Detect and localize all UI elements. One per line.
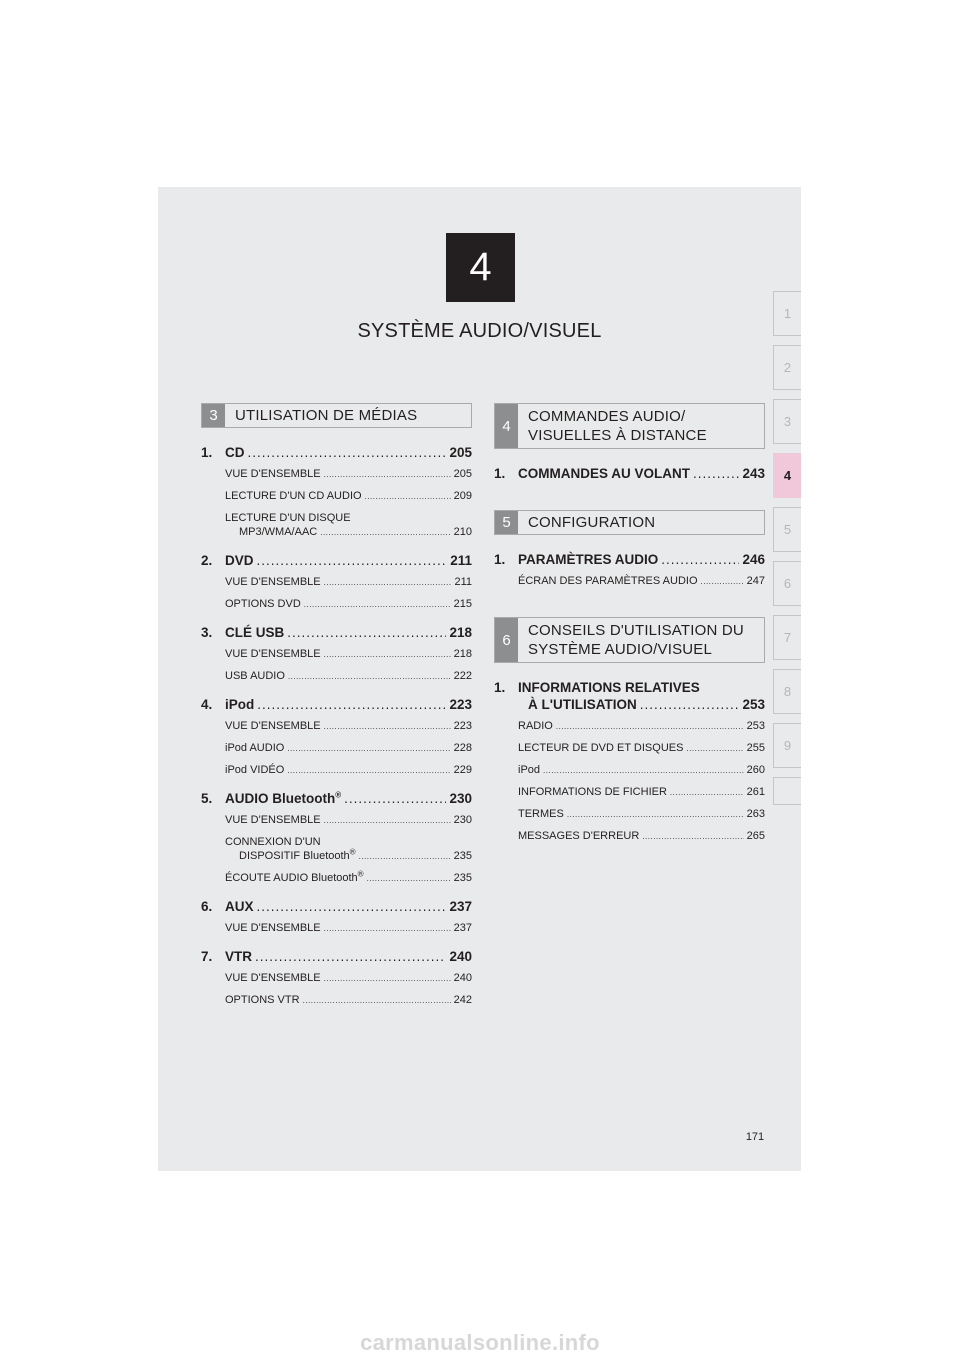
chapter-page: 230 [449, 791, 472, 806]
item-label: iPod [518, 764, 541, 776]
chapter-label [225, 948, 252, 965]
chapter-page: 253 [742, 697, 765, 712]
page-number: 171 [745, 1131, 765, 1143]
item-page: 209 [453, 490, 472, 502]
toc-item[interactable] [225, 871, 472, 886]
section-title-line: CONSEILS D'UTILISATION DU [528, 622, 744, 639]
toc-chapter-row[interactable] [201, 898, 472, 915]
leader-dots [344, 790, 446, 807]
toc-chapter-row[interactable] [201, 790, 472, 807]
item-label-line1: CONNEXION D'UN [225, 836, 321, 848]
tab-8[interactable]: 8 [773, 669, 801, 714]
registered-mark: ® [349, 847, 356, 857]
item-page: 247 [746, 575, 765, 587]
item-label-text: LECTURE D'UN CD AUDIO [225, 490, 362, 502]
chapter-page: 211 [450, 553, 472, 568]
item-page: 229 [453, 764, 472, 776]
left-column [201, 403, 472, 1020]
item-label [239, 849, 356, 863]
leader-dots [303, 994, 451, 1008]
toc-chapter-row[interactable] [201, 696, 472, 713]
tab-2[interactable]: 2 [773, 345, 801, 390]
toc-item[interactable] [225, 647, 472, 662]
chapter-label [225, 790, 341, 807]
toc-item[interactable] [518, 807, 765, 822]
item-label [225, 575, 321, 589]
item-page: 230 [453, 814, 472, 826]
chapter-num: 1. [494, 680, 506, 695]
item-label-text: MP3/WMA/AAC [239, 526, 318, 538]
tab-1[interactable]: 1 [773, 291, 801, 336]
toc-chapter[interactable] [201, 624, 472, 684]
item-page: 261 [746, 786, 765, 798]
toc-item[interactable] [518, 574, 765, 589]
chapter-title: SYSTÈME AUDIO/VISUEL [357, 320, 602, 342]
chapter-label [225, 552, 254, 569]
section-number: 6 [495, 618, 518, 662]
tab-blank [773, 777, 801, 805]
toc-item[interactable] [225, 971, 472, 986]
item-label-text: VUE D'ENSEMBLE [225, 648, 321, 660]
toc-chapter[interactable] [201, 898, 472, 936]
item-label [225, 971, 321, 985]
toc-chapter[interactable] [201, 790, 472, 886]
chapter-label [225, 624, 284, 641]
section-title: CONFIGURATION [528, 514, 656, 531]
leader-dots [640, 696, 740, 713]
chapter-page: 223 [449, 697, 472, 712]
item-page: 255 [746, 742, 765, 754]
toc-item[interactable] [225, 763, 472, 778]
item-page: 263 [746, 808, 765, 820]
item-label-text: OPTIONS DVD [225, 598, 301, 610]
chapter-label [225, 898, 254, 915]
section-title [518, 618, 750, 662]
toc-chapter[interactable] [494, 551, 765, 589]
section-title-line: COMMANDES AUDIO/ [528, 408, 686, 425]
toc-chapter[interactable] [201, 948, 472, 1008]
toc-chapter-row[interactable] [494, 679, 765, 713]
leader-dots [255, 948, 446, 965]
leader-dots [287, 764, 450, 778]
tab-7[interactable]: 7 [773, 615, 801, 660]
chapter-label: PARAMÈTRES AUDIO [518, 552, 659, 567]
item-label [225, 597, 301, 611]
chapter-label-text: AUX [225, 899, 254, 914]
chapter-page: 246 [742, 552, 765, 567]
chapter-page: 205 [449, 445, 472, 460]
tab-3[interactable]: 3 [773, 399, 801, 444]
leader-dots [324, 576, 452, 590]
chapter-label-text: VTR [225, 949, 252, 964]
item-label-text: USB AUDIO [225, 670, 285, 682]
chapter-page: 243 [742, 466, 765, 481]
chapter-num: 1. [494, 552, 506, 567]
chapter-page: 237 [449, 899, 472, 914]
leader-dots [257, 552, 448, 569]
chapter-num: 2. [201, 553, 213, 568]
chapter-label-text: CD [225, 445, 245, 460]
item-page: 242 [453, 994, 472, 1006]
item-page: 237 [453, 922, 472, 934]
chapter-number: 4 [469, 245, 492, 289]
item-label-text: VUE D'ENSEMBLE [225, 922, 321, 934]
item-label [225, 871, 364, 885]
item-label: MESSAGES D'ERREUR [518, 830, 640, 842]
toc-item[interactable] [225, 741, 472, 756]
toc-item[interactable] [225, 813, 472, 828]
section-title: UTILISATION DE MÉDIAS [235, 407, 418, 424]
toc-items [494, 719, 765, 844]
registered-mark: ® [335, 790, 342, 800]
leader-dots [359, 850, 451, 864]
toc-chapter-row[interactable] [201, 444, 472, 461]
toc-chapter-row[interactable] [494, 551, 765, 568]
chapter-label [225, 696, 254, 713]
toc-item[interactable] [225, 993, 472, 1008]
leader-dots [257, 696, 446, 713]
registered-mark: ® [357, 869, 364, 879]
toc-chapter[interactable] [201, 444, 472, 540]
item-page: 205 [453, 468, 472, 480]
leader-dots [567, 808, 744, 822]
section-title [518, 404, 713, 448]
item-label [225, 719, 321, 733]
leader-dots [324, 648, 451, 662]
toc-chapter-row[interactable] [494, 465, 765, 482]
chapter-number-box [446, 233, 515, 302]
chapter-label [225, 444, 245, 461]
chapter-label-text: AUDIO Bluetooth [225, 791, 336, 806]
leader-dots [257, 898, 447, 915]
chapter-label: COMMANDES AU VOLANT [518, 466, 690, 481]
item-label-text: OPTIONS VTR [225, 994, 300, 1006]
item-label-line2 [225, 849, 472, 864]
section-header-6 [494, 617, 765, 663]
toc-item[interactable] [225, 719, 472, 734]
leader-dots [320, 526, 450, 540]
section-number: 3 [202, 404, 225, 427]
leader-dots [324, 972, 451, 986]
item-label [225, 993, 300, 1007]
item-page: 240 [453, 972, 472, 984]
leader-dots [324, 814, 451, 828]
chapter-num: 6. [201, 899, 213, 914]
tab-9[interactable]: 9 [773, 723, 801, 768]
item-label-text: VUE D'ENSEMBLE [225, 576, 321, 588]
item-page: 223 [453, 720, 472, 732]
item-label-text: VUE D'ENSEMBLE [225, 468, 321, 480]
item-label [225, 489, 362, 503]
toc-item[interactable] [225, 511, 472, 540]
item-page: 218 [453, 648, 472, 660]
toc-item[interactable] [518, 829, 765, 844]
tab-6[interactable]: 6 [773, 561, 801, 606]
leader-dots [287, 742, 450, 756]
toc-item[interactable] [225, 575, 472, 590]
item-label-text: ÉCOUTE AUDIO Bluetooth [225, 872, 358, 884]
chapter-label-text: DVD [225, 553, 254, 568]
right-column [494, 403, 765, 852]
item-label [225, 467, 321, 481]
section-title-line: SYSTÈME AUDIO/VISUEL [528, 641, 713, 658]
leader-dots [701, 575, 744, 589]
chapter-label: À L'UTILISATION [528, 697, 637, 712]
chapter-page: 218 [449, 625, 472, 640]
toc-chapter-row[interactable] [201, 624, 472, 641]
watermark: carmanualsonline.info [360, 1330, 600, 1355]
toc-item[interactable] [225, 835, 472, 864]
item-label-text: VUE D'ENSEMBLE [225, 720, 321, 732]
toc-chapter[interactable] [494, 465, 765, 482]
item-page: 235 [453, 872, 472, 884]
chapter-num: 3. [201, 625, 213, 640]
item-label [225, 647, 321, 661]
chapter-label-text: CLÉ USB [225, 625, 285, 640]
item-label: ÉCRAN DES PARAMÈTRES AUDIO [518, 575, 698, 587]
item-label: INFORMATIONS DE FICHIER [518, 786, 667, 798]
toc-chapter[interactable] [494, 679, 765, 844]
toc-item[interactable] [225, 921, 472, 936]
leader-dots [324, 922, 451, 936]
item-label [239, 525, 317, 539]
leader-dots [693, 465, 739, 482]
item-label [225, 741, 284, 755]
leader-dots [304, 598, 451, 612]
leader-dots [670, 786, 744, 800]
item-page: 235 [453, 850, 472, 862]
chapter-label-line1: INFORMATIONS RELATIVES [518, 680, 700, 695]
item-label: TERMES [518, 808, 564, 820]
item-label-text: iPod VIDÉO [225, 764, 285, 776]
leader-dots [367, 872, 451, 886]
item-page: 210 [453, 526, 472, 538]
leader-dots [556, 720, 744, 734]
leader-dots [287, 624, 446, 641]
item-label-text: VUE D'ENSEMBLE [225, 814, 321, 826]
item-label [225, 921, 321, 935]
item-label-line1: LECTURE D'UN DISQUE [225, 512, 351, 524]
leader-dots [661, 551, 739, 568]
toc-chapters [201, 444, 472, 1008]
leader-dots [365, 490, 451, 504]
item-label: LECTEUR DE DVD ET DISQUES [518, 742, 684, 754]
section-number: 4 [495, 404, 518, 448]
leader-dots [686, 742, 743, 756]
chapter-tabs [773, 291, 801, 814]
toc-item[interactable] [518, 785, 765, 800]
toc-item[interactable] [225, 669, 472, 684]
leader-dots [288, 670, 451, 684]
item-label-text: DISPOSITIF Bluetooth [239, 850, 350, 862]
section-number: 5 [495, 511, 518, 534]
item-label [225, 763, 284, 777]
item-label [225, 669, 285, 683]
section-title-line: VISUELLES À DISTANCE [528, 427, 707, 444]
section-header-5 [494, 510, 765, 535]
chapter-page: 240 [449, 949, 472, 964]
toc-chapter-row[interactable] [201, 948, 472, 965]
leader-dots [543, 764, 744, 778]
tab-4[interactable]: 4 [773, 453, 801, 498]
item-page: 253 [746, 720, 765, 732]
chapter-num: 4. [201, 697, 213, 712]
item-page: 228 [453, 742, 472, 754]
chapter-num: 7. [201, 949, 213, 964]
toc-item[interactable] [518, 763, 765, 778]
toc-chapter[interactable] [201, 552, 472, 612]
chapter-num: 1. [494, 466, 506, 481]
item-label-text: VUE D'ENSEMBLE [225, 972, 321, 984]
chapter-label-text: iPod [225, 697, 255, 712]
leader-dots [324, 720, 451, 734]
item-page: 222 [453, 670, 472, 682]
item-page: 260 [746, 764, 765, 776]
chapter-num: 5. [201, 791, 213, 806]
item-page: 211 [454, 576, 472, 588]
toc-item[interactable] [518, 719, 765, 734]
item-label: RADIO [518, 720, 553, 732]
toc-item[interactable] [518, 741, 765, 756]
tab-5[interactable]: 5 [773, 507, 801, 552]
leader-dots [324, 468, 451, 482]
item-label-line2 [225, 525, 472, 540]
toc-chapter[interactable] [201, 696, 472, 778]
item-label-text: iPod AUDIO [225, 742, 285, 754]
item-page: 215 [453, 598, 472, 610]
item-page: 265 [746, 830, 765, 842]
chapter-num: 1. [201, 445, 213, 460]
toc-chapter-row[interactable] [201, 552, 472, 569]
leader-dots [642, 830, 743, 844]
section-header-3 [201, 403, 472, 428]
item-label [225, 813, 321, 827]
toc-item[interactable] [225, 467, 472, 482]
section-header-4 [494, 403, 765, 449]
toc-item[interactable] [225, 597, 472, 612]
leader-dots [248, 444, 447, 461]
toc-item[interactable] [225, 489, 472, 504]
